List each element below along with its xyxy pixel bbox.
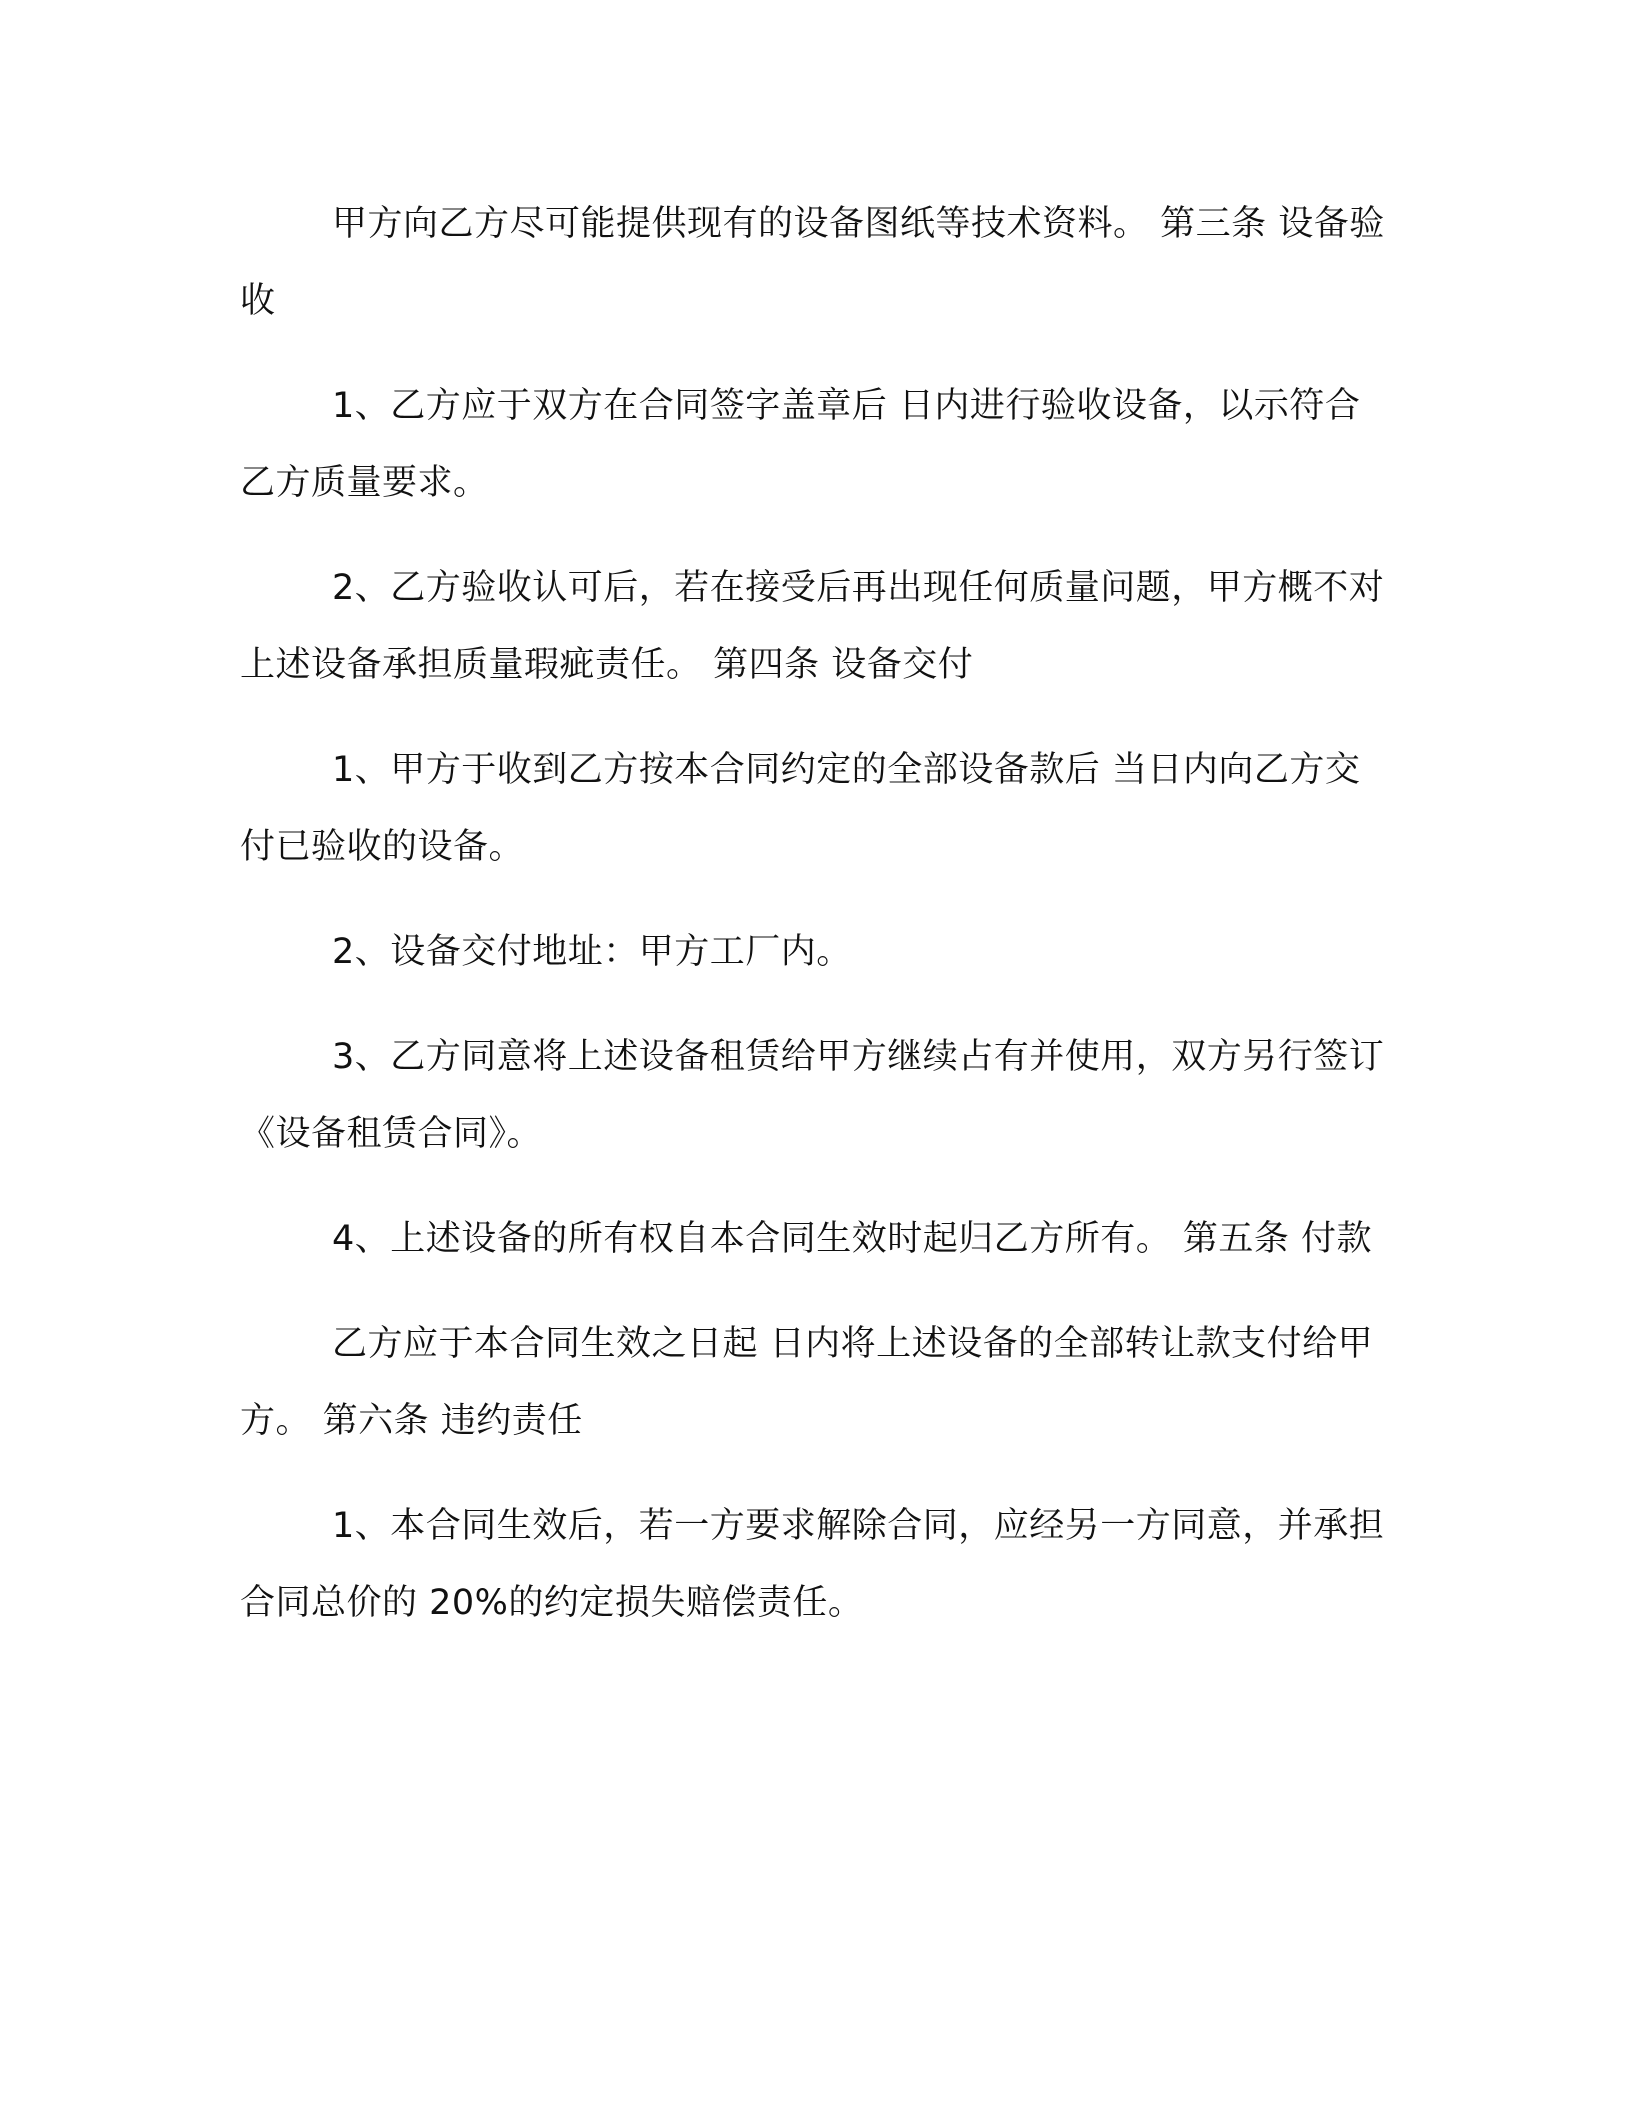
paragraph-inspection-1: 1、乙方应于双方在合同签字盖章后 日内进行验收设备，以示符合乙方质量要求。	[240, 386, 1361, 503]
document-body	[240, 186, 1390, 1642]
paragraph-inspection-2: 2、乙方验收认可后，若在接受后再出现任何质量问题，甲方概不对上述设备承担质量瑕疵责任。 第四条 设备交付	[240, 568, 1385, 685]
paragraph-delivery-4: 4、上述设备的所有权自本合同生效时起归乙方所有。 第五条 付款	[332, 1219, 1373, 1259]
paragraph-delivery-2: 2、设备交付地址：甲方工厂内。	[332, 932, 852, 972]
paragraph-liability-1: 1、本合同生效后，若一方要求解除合同，应经另一方同意，并承担合同总价的 20%的约定损失赔偿责任。	[240, 1506, 1385, 1623]
paragraph-equipment-drawings: 甲方向乙方尽可能提供现有的设备图纸等技术资料。 第三条 设备验收	[240, 204, 1385, 321]
paragraph-payment: 乙方应于本合同生效之日起 日内将上述设备的全部转让款支付给甲方。 第六条 违约责任	[240, 1324, 1374, 1441]
paragraph-delivery-3: 3、乙方同意将上述设备租赁给甲方继续占有并使用，双方另行签订《设备租赁合同》。	[240, 1037, 1385, 1154]
paragraph-delivery-1: 1、甲方于收到乙方按本合同约定的全部设备款后 当日内向乙方交付已验收的设备。	[240, 750, 1361, 867]
